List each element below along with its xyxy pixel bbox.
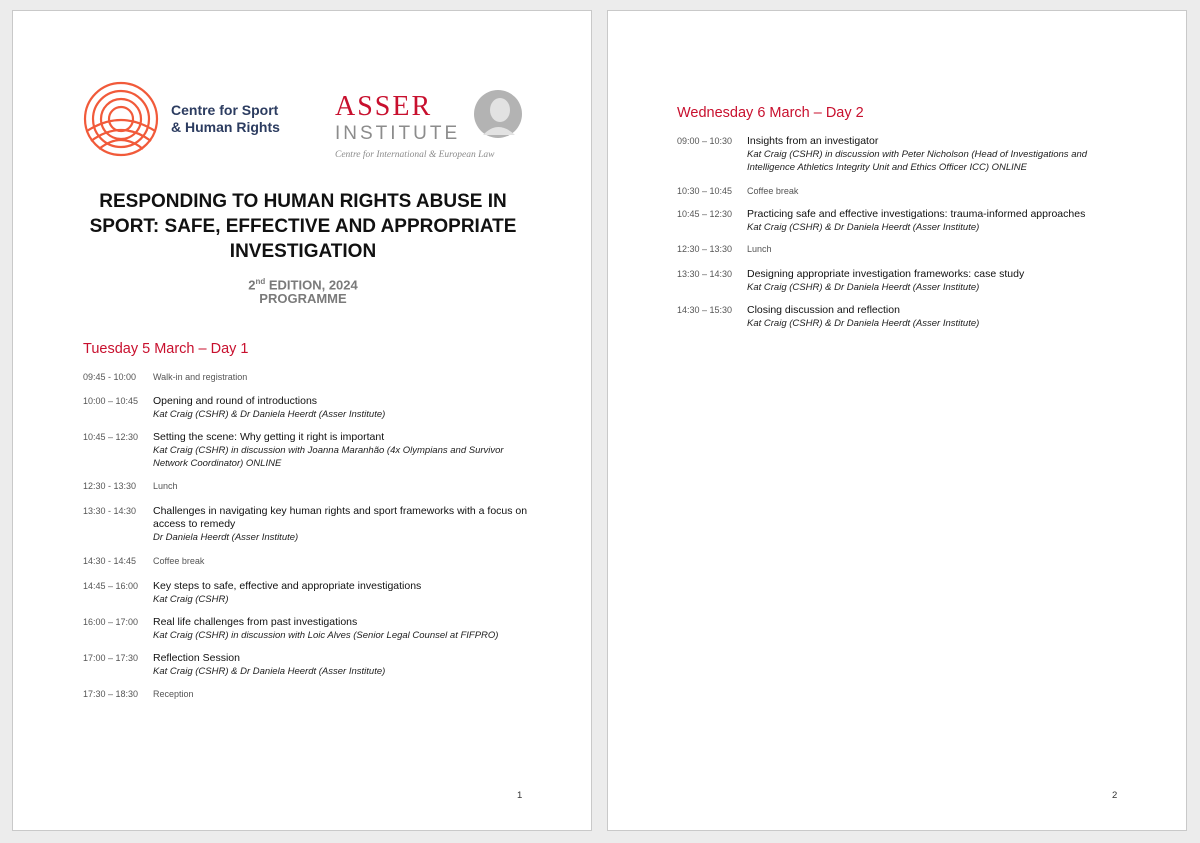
session-title: Practicing safe and effective investigations: trauma-informed approaches xyxy=(747,208,1086,220)
asser-logo-institute: INSTITUTE xyxy=(335,123,461,144)
session-time: 14:30 - 14:45 xyxy=(83,556,137,566)
session-time: 16:00 – 17:00 xyxy=(83,617,139,627)
session-time: 10:00 – 10:45 xyxy=(83,396,139,406)
session-speakers: Kat Craig (CSHR) & Dr Daniela Heerdt (Asser Institute) xyxy=(153,409,386,420)
page-number: 1 xyxy=(517,790,523,801)
asser-portrait-icon xyxy=(473,89,523,139)
session-break-label: Walk-in and registration xyxy=(153,372,248,382)
session-time: 17:00 – 17:30 xyxy=(83,653,139,663)
session-break-label: Lunch xyxy=(153,481,178,491)
session-break-label: Reception xyxy=(153,689,194,699)
session-time: 10:30 – 10:45 xyxy=(677,186,733,196)
session-time: 09:45 - 10:00 xyxy=(83,372,137,382)
edition-number: 2 xyxy=(248,277,256,293)
session-speakers: Kat Craig (CSHR) & Dr Daniela Heerdt (Asser Institute) xyxy=(747,282,980,293)
asser-logo-tagline: Centre for International & European Law xyxy=(335,150,495,160)
session-time: 14:30 – 15:30 xyxy=(677,305,733,315)
session-title: Key steps to safe, effective and appropriate investigations xyxy=(153,580,422,592)
document-title xyxy=(73,189,533,264)
session-time: 17:30 – 18:30 xyxy=(83,689,139,699)
session-time: 10:45 – 12:30 xyxy=(83,432,139,442)
cshr-line-2: & Human Rights xyxy=(171,119,280,135)
edition-suffix: nd xyxy=(255,277,266,286)
title-line-1: RESPONDING TO HUMAN RIGHTS ABUSE IN xyxy=(99,191,507,212)
programme-label: PROGRAMME xyxy=(259,291,347,306)
cshr-logo-icon xyxy=(81,79,161,159)
session-time: 13:30 – 14:30 xyxy=(677,269,733,279)
session-title: Designing appropriate investigation frameworks: case study xyxy=(747,268,1025,280)
document-page-1 xyxy=(12,10,592,831)
session-time: 10:45 – 12:30 xyxy=(677,209,733,219)
session-time: 09:00 – 10:30 xyxy=(677,136,733,146)
session-title: Real life challenges from past investigations xyxy=(153,616,358,628)
session-time: 14:45 – 16:00 xyxy=(83,581,139,591)
session-break-label: Coffee break xyxy=(153,556,205,566)
session-speakers: Kat Craig (CSHR) in discussion with Peter Nicholson (Head of Investigations and Intelligence Athletics Integrity Unit and Ethics Officer ICC) ONLINE xyxy=(747,149,1088,173)
session-title: Opening and round of introductions xyxy=(153,395,318,407)
session-title: Setting the scene: Why getting it right is important xyxy=(153,431,385,443)
session-speakers: Kat Craig (CSHR) in discussion with Loic Alves (Senior Legal Counsel at FIFPRO) xyxy=(153,630,499,641)
session-time: 13:30 - 14:30 xyxy=(83,506,137,516)
title-line-2: SPORT: SAFE, EFFECTIVE AND APPROPRIATE xyxy=(89,216,517,237)
session-time: 12:30 – 13:30 xyxy=(677,244,733,254)
session-title: Reflection Session xyxy=(153,652,240,664)
session-title: Challenges in navigating key human rights and sport frameworks with a focus on access to remedy xyxy=(153,505,528,530)
cshr-logo-text xyxy=(171,102,280,136)
session-speakers: Kat Craig (CSHR) in discussion with Joanna Maranhão (4x Olympians and Survivor Network Coordinator) ONLINE xyxy=(153,445,504,469)
day-2-heading: Wednesday 6 March – Day 2 xyxy=(677,105,864,121)
session-break-label: Lunch xyxy=(747,244,772,254)
cshr-line-1: Centre for Sport xyxy=(171,102,279,118)
session-time: 12:30 - 13:30 xyxy=(83,481,137,491)
session-title: Closing discussion and reflection xyxy=(747,304,900,316)
title-line-3: INVESTIGATION xyxy=(229,241,377,262)
session-speakers: Kat Craig (CSHR) & Dr Daniela Heerdt (Asser Institute) xyxy=(747,222,980,233)
asser-logo-word: ASSER xyxy=(335,91,433,122)
session-break-label: Coffee break xyxy=(747,186,799,196)
session-speakers: Dr Daniela Heerdt (Asser Institute) xyxy=(153,532,299,543)
page-number: 2 xyxy=(1112,790,1118,801)
session-speakers: Kat Craig (CSHR) & Dr Daniela Heerdt (Asser Institute) xyxy=(747,318,980,329)
session-title: Insights from an investigator xyxy=(747,135,879,147)
day-1-heading: Tuesday 5 March – Day 1 xyxy=(83,341,249,357)
session-speakers: Kat Craig (CSHR) & Dr Daniela Heerdt (Asser Institute) xyxy=(153,666,386,677)
edition-rest: EDITION, 2024 xyxy=(265,277,358,293)
session-speakers: Kat Craig (CSHR) xyxy=(153,594,229,605)
document-page-2 xyxy=(607,10,1187,831)
